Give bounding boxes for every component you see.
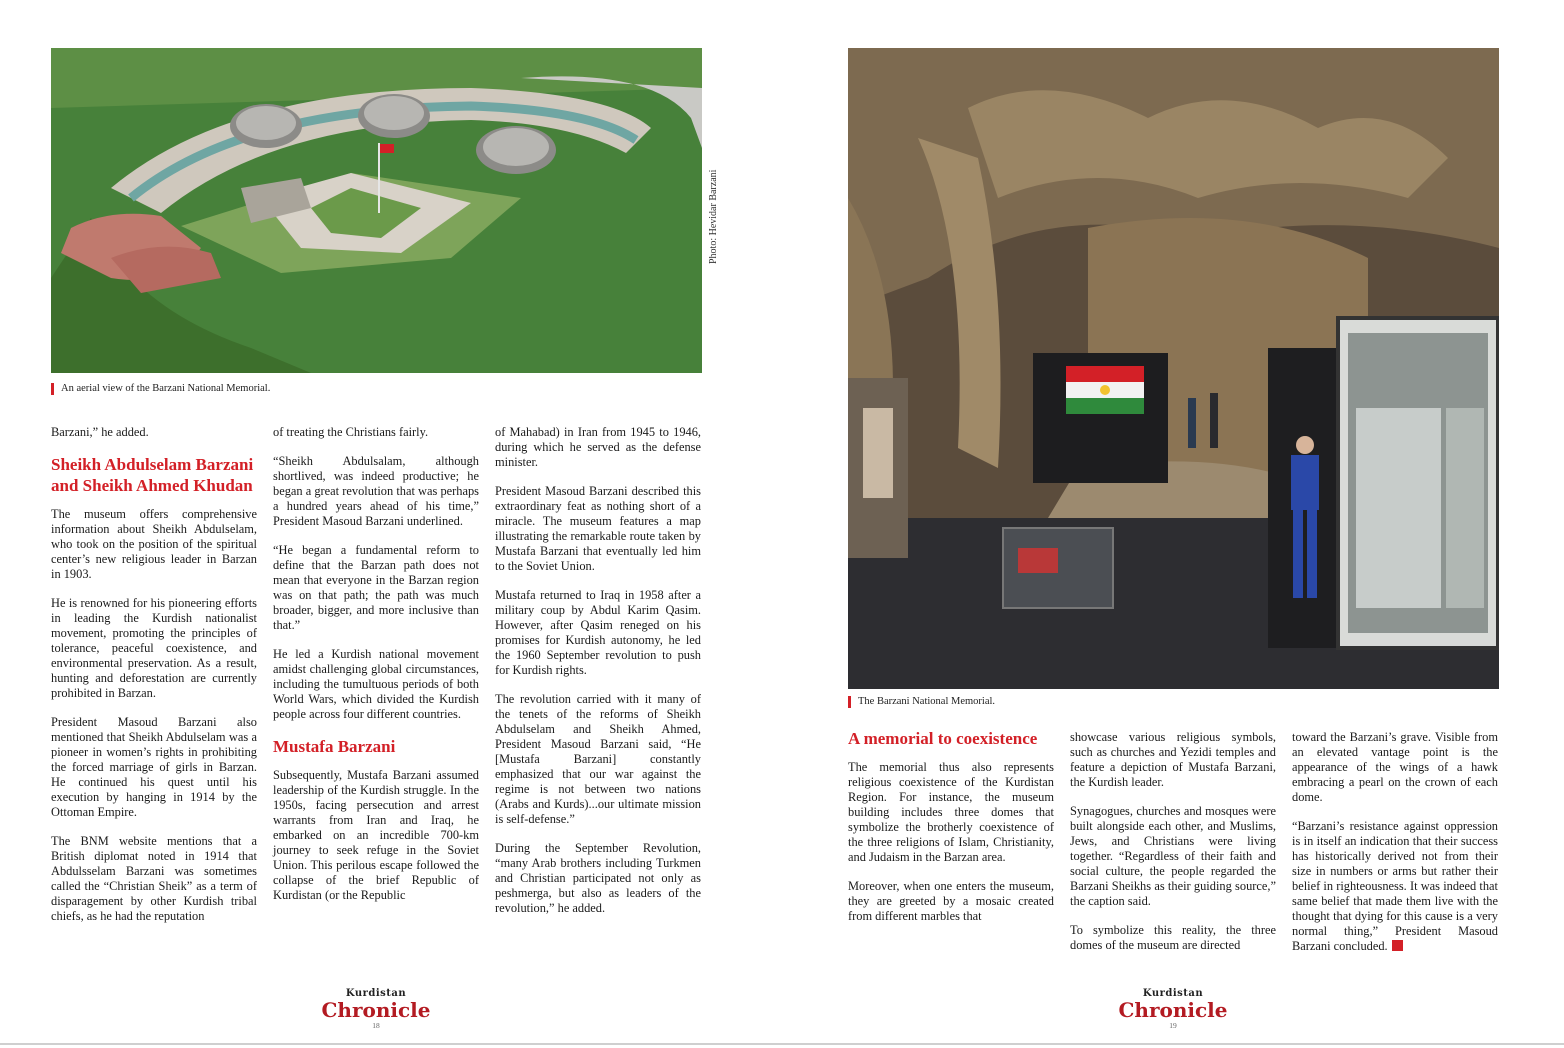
dome-center <box>358 94 430 138</box>
museum-interior-illustration <box>848 48 1499 689</box>
paragraph: Moreover, when one enters the museum, they are greeted by a mosaic created from different marbles that <box>848 879 1054 923</box>
paragraph: To symbolize this reality, the three domes of the museum are directed <box>1070 923 1276 952</box>
paragraph: The BNM website mentions that a British diplomat noted in 1914 that Abdulsselam Barzani was sometimes called the “Christian Sheik” as a term of disparagement by other Kurdish tribal chiefs, as he had the reputation <box>51 834 257 923</box>
section-heading: A memorial to coexistence <box>848 729 1038 748</box>
paragraph: President Masoud Barzani also mentioned that Sheikh Abdulselam was a pioneer in women’s rights in prohibiting the forced marriage of girls in Barzan. He continued his quest until his execution by hanging in 1914 by the Ottoman Empire. <box>51 715 257 819</box>
paragraph: He is renowned for his pioneering efforts in leading the Kurdish nationalist movement, promoting the principles of tolerance, peaceful coexistence, and environmental preservation. As a result, hunting and deforestation are currently prohibited in Barzan. <box>51 596 257 700</box>
paragraph: He led a Kurdish national movement amidst challenging global circumstances, including the tumultuous periods of both World Wars, which divided the Kurdish people across four different countries. <box>273 647 479 721</box>
image-caption: An aerial view of the Barzani National Memorial. <box>51 383 270 395</box>
museum-interior-photo <box>848 48 1499 689</box>
info-panel <box>1338 318 1498 648</box>
image-caption: The Barzani National Memorial. <box>848 696 995 708</box>
paragraph: The memorial thus also represents religious coexistence of the Kurdistan Region. For instance, the museum building includes three domes that symbolize the brotherly coexistence of the three religions of Islam, Christianity, and Judaism in the Barzan area. <box>848 760 1054 864</box>
closing-text: “Barzani’s resistance against oppression is in itself an indication that their success has historically derived not from their size in numbers or arms but rather their belief in righteousness. It was indeed that same belief that made them live with the thought that dying for this cause is a very normal thing,” President Masoud Barzani concluded. <box>1292 819 1498 953</box>
paragraph: Synagogues, churches and mosques were built alongside each other, and Muslims, Jews, and Christians were living together. “Regardless of their faith and social culture, the people regarded the Barzani Sheikhs as their guiding source,” the caption said. <box>1070 804 1276 908</box>
paragraph: of treating the Christians fairly. <box>273 425 429 439</box>
right-page <box>782 0 1564 1048</box>
logo-chronicle: Chronicle <box>1118 998 1228 1022</box>
footer-logo <box>316 988 436 1030</box>
paragraph: During the September Revolution, “many Arab brothers including Turkmen and Christian participated not only as peshmerga, but also as leaders of the revolution,” he added. <box>495 841 701 915</box>
section-heading: Sheikh Abdulselam Barzani and Sheikh Ahmed Khudan <box>51 455 254 495</box>
flag-display <box>1033 353 1168 483</box>
logo-kurdistan: Kurdistan <box>1142 988 1204 999</box>
paragraph: of Mahabad) in Iran from 1945 to 1946, during which he served as the defense minister. <box>495 425 701 469</box>
paragraph: Mustafa returned to Iraq in 1958 after a military coup by Abdul Karim Qasim. However, after Qasim reneged on his promises for Kurdish autonomy, he led the 1960 September revolution to push for Kurdish rights. <box>495 588 701 677</box>
paragraph: Subsequently, Mustafa Barzani assumed leadership of the Kurdish struggle. In the 1950s, facing persecution and arrest warrants from Iran and Iraq, he embarked on an incredible 700-km journey to seek refuge in the Soviet Union. This perilous escape followed the collapse of the brief Republic of Kurdistan (or the Republic <box>273 768 479 902</box>
right-column-3 <box>1292 730 1498 968</box>
paragraph: Barzani,” he added. <box>51 425 149 439</box>
end-mark-icon <box>1392 940 1403 951</box>
page-number: 18 <box>372 1021 380 1030</box>
left-column-3 <box>495 425 701 930</box>
paragraph: The museum offers comprehensive information about Sheikh Abdulselam, who took on the position of the spiritual center’s new religious leader in Barzan in 1903. <box>51 507 257 581</box>
right-column-2 <box>1070 730 1276 967</box>
paragraph: “He began a fundamental reform to define that the Barzan path does not mean that everyone in the Barzan region was on that path; the path was much broader, bigger, and more inclusive than that.” <box>273 543 479 632</box>
photo-credit: Photo: Hevidar Barzani <box>708 169 719 264</box>
logo-chronicle: Chronicle <box>321 998 431 1022</box>
bottom-divider <box>0 1043 1564 1045</box>
section-heading: Mustafa Barzani <box>273 737 396 756</box>
right-column-1 <box>848 728 1054 938</box>
dome-right <box>476 126 556 174</box>
paragraph <box>1292 819 1498 954</box>
left-column-1 <box>51 425 257 938</box>
left-column-2 <box>273 425 479 917</box>
paragraph: The revolution carried with it many of the tenets of the reforms of Sheikh Abdulselam and Sheikh Ahmed, President Masoud Barzani said, “He [Mustafa Barzani] constantly emphasized that our war against the regime is not between two nations (Arabs and Kurds)...our ultimate mission is self-defense.” <box>495 692 701 826</box>
dome-left <box>230 104 302 148</box>
page-number: 19 <box>1169 1021 1177 1030</box>
aerial-memorial-illustration <box>51 48 702 373</box>
paragraph: showcase various religious symbols, such as churches and Yezidi temples and feature a depiction of Mustafa Barzani, the Kurdish leader. <box>1070 730 1276 789</box>
aerial-photo <box>51 48 702 373</box>
paragraph: “Sheikh Abdulsalam, although shortlived, was indeed productive; he began a great revolution that was perhaps a hundred years ahead of his time,” President Masoud Barzani underlined. <box>273 454 479 528</box>
footer-logo <box>1113 988 1233 1030</box>
paragraph: President Masoud Barzani described this extraordinary feat as nothing short of a miracle. The museum features a map illustrating the remarkable route taken by Mustafa Barzani that eventually led him to the Soviet Union. <box>495 484 701 573</box>
paragraph: toward the Barzani’s grave. Visible from an elevated vantage point is the appearance of the wings of a hawk embracing a pearl on the crown of each dome. <box>1292 730 1498 804</box>
display-case <box>1003 528 1113 608</box>
logo-kurdistan: Kurdistan <box>345 988 407 999</box>
